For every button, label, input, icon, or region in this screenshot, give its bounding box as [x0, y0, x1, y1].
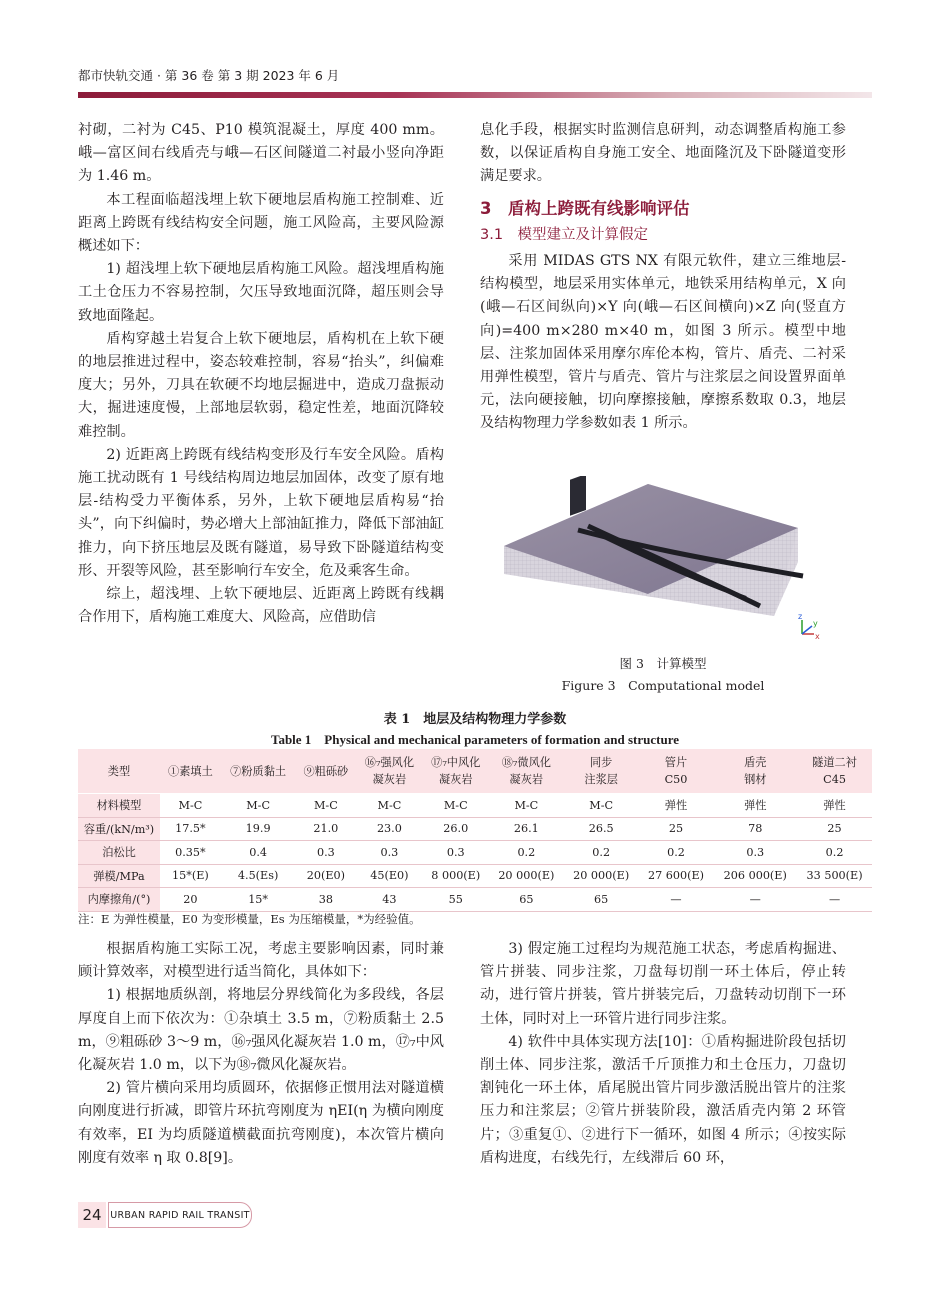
section-heading: 3 盾构上跨既有线影响评估 — [480, 198, 690, 218]
table-cell: 17.5* — [160, 817, 221, 841]
table-cell: 0.2 — [797, 841, 872, 865]
figure-caption-en: Figure 3 Computational model — [561, 678, 765, 693]
header-cell — [797, 749, 872, 794]
table-cell: 19.9 — [221, 817, 296, 841]
table-cell: 55 — [423, 888, 489, 912]
table-cell: 0.35* — [160, 841, 221, 865]
table-cell: M-C — [295, 794, 356, 818]
header-text: 凝灰岩 — [372, 773, 407, 786]
table-cell: 8 000(E) — [423, 864, 489, 888]
header-cell — [639, 749, 714, 794]
header-rule — [78, 92, 872, 98]
paragraph: 息化手段，根据实时监测信息研判，动态调整盾构施工参数，以保证盾构自身施工安全、地面隆沉及下卧隧道变形满足要求。 — [480, 122, 846, 185]
table-cell: 0.2 — [489, 841, 564, 865]
paragraph: 衬砌，二衬为 C45、P10 模筑混凝土，厚度 400 mm。峨—富区间右线盾壳与峨—石区间隧道二衬最小竖向净距为 1.46 m。 — [78, 122, 444, 185]
table-cell: — — [797, 888, 872, 912]
table-cell: 25 — [797, 817, 872, 841]
paragraph-part: 采用 MIDAS GTS NX 有限元软件，建立三维地层-结构模型，地层采用实体单元，地铁采用结构单元， — [480, 253, 846, 293]
table-cell: 21.0 — [295, 817, 356, 841]
row-label: 容重/(kN/m³) — [78, 817, 160, 841]
subsection-heading: 3.1 模型建立及计算假定 — [480, 226, 649, 243]
right-column-bottom — [480, 938, 846, 1170]
table-header-row — [78, 749, 872, 794]
header-text: 管片 — [664, 756, 688, 769]
header-text: ⑨粗砾砂 — [303, 764, 349, 778]
header-text: ⑦粉质黏土 — [230, 764, 287, 778]
header-cell — [564, 749, 639, 794]
paragraph: 盾构穿越土岩复合上软下硬地层，盾构机在上软下硬的地层推进过程中，姿态较难控制，容易“抬头”，纠偏难度大；另外，刀具在软硬不均地层掘进中，造成刀盘振动大，掘进速度慢，上部地层软弱，稳定性差，地面沉降较难控制。 — [78, 330, 444, 440]
axis-label: z — [798, 612, 803, 621]
table-cell: 15*(E) — [160, 864, 221, 888]
journal-header: 都市快轨交通 · 第 36 卷 第 3 期 2023 年 6 月 — [78, 68, 340, 83]
table-cell: 20 000(E) — [564, 864, 639, 888]
table-cell: 38 — [295, 888, 356, 912]
header-cell — [221, 749, 296, 794]
model-render — [498, 476, 828, 646]
table-cell: 78 — [713, 817, 797, 841]
header-text: 同步 — [589, 756, 613, 769]
table-cell: 0.4 — [221, 841, 296, 865]
table-title-en: Table 1 Physical and mechanical parameters of formation and structure — [270, 732, 680, 747]
table-cell: — — [639, 888, 714, 912]
table-cell: 0.3 — [423, 841, 489, 865]
table-cell: 0.3 — [713, 841, 797, 865]
table-cell: 0.3 — [356, 841, 422, 865]
left-column-bottom — [78, 938, 444, 1170]
paragraph: 4) 软件中具体实现方法[10]：①盾构掘进阶段包括切削土体、同步注浆，激活千斤顶推力和土仓压力，刀盘切割钝化一环土体，盾尾脱出管片同步激活脱出管片的注浆压力和注浆层；②管片拼装阶段，激活盾壳内第 2 环管片；③重复①、②进行下一循环，如图 4 所示；④按实际盾构进度，右线先行，左线滞后 60 环， — [480, 1033, 846, 1166]
table-cell: 33 500(E) — [797, 864, 872, 888]
table-cell: M-C — [221, 794, 296, 818]
table-cell: 26.5 — [564, 817, 639, 841]
page-number: 24 — [78, 1202, 106, 1228]
table-cell: 206 000(E) — [713, 864, 797, 888]
figure-computational-model — [498, 476, 828, 646]
table-cell: M-C — [564, 794, 639, 818]
header-text: 注浆层 — [584, 773, 618, 786]
header-text: C50 — [664, 773, 688, 786]
paragraph: 本工程面临超浅埋上软下硬地层盾构施工控制难、近距离上跨既有线结构安全问题，施工风险高，主要风险源概述如下： — [78, 191, 444, 255]
right-column-top — [480, 119, 846, 436]
header-cell — [423, 749, 489, 794]
table-cell: 0.2 — [564, 841, 639, 865]
parameter-table — [78, 749, 872, 912]
paragraph-part: X 向(峨—石区间纵向)×Y 向(峨—石区间横向)×Z 向(竖直方向)=400 m×280 m×40 m，如图 3 所示。模型中地层、注浆加固体采用摩尔库伦本构，管片、盾壳、二衬采用弹性模型，管片与盾壳、管片与注浆层之间设置界面单元，法向硬接触，切向摩擦接触，摩擦系数取 0.3，地层及结构物理力学参数如表 1 所示。 — [480, 276, 846, 432]
table-cell: 0.3 — [295, 841, 356, 865]
table-cell: 25 — [639, 817, 714, 841]
header-cell — [78, 749, 160, 794]
header-text: 凝灰岩 — [438, 773, 473, 786]
table-row — [78, 817, 872, 841]
table-cell: M-C — [160, 794, 221, 818]
paragraph: 2) 管片横向采用均质圆环，依据修正惯用法对隧道横向刚度进行折减，即管片环抗弯刚度为 ηEI(η 为横向刚度有效率，EI 为均质隧道横截面抗弯刚度)，本次管片横向刚度有效率 η 取 0.8[9]。 — [78, 1080, 444, 1166]
table-row — [78, 864, 872, 888]
header-cell — [489, 749, 564, 794]
paragraph: 3) 假定施工过程均为规范施工状态，考虑盾构掘进、管片拼装、同步注浆，刀盘每切削一环土体后，停止转动，进行管片拼装，管片拼装完后，刀盘转动切削下一环土体，同时对上一环管片进行同步注浆。 — [480, 941, 846, 1027]
table-cell: M-C — [423, 794, 489, 818]
left-column-top — [78, 119, 444, 629]
axis-label: y — [813, 619, 818, 628]
table-cell: 0.2 — [639, 841, 714, 865]
header-text: 类型 — [107, 764, 131, 778]
table-cell: M-C — [356, 794, 422, 818]
shaft-structure — [570, 476, 586, 516]
table-cell: 弹性 — [639, 794, 714, 818]
table-cell: 23.0 — [356, 817, 422, 841]
header-cell — [295, 749, 356, 794]
table-row — [78, 841, 872, 865]
table-cell: 26.1 — [489, 817, 564, 841]
table-row — [78, 794, 872, 818]
journal-name-en: URBAN RAPID RAIL TRANSIT — [108, 1202, 252, 1228]
paragraph: 2) 近距离上跨既有线结构变形及行车安全风险。盾构施工扰动既有 1 号线结构周边地层加固体，改变了原有地层-结构受力平衡体系，另外，上软下硬地层盾构易“抬头”，向下纠偏时，势必增大上部油缸推力，降低下部油缸推力，向下挤压地层及既有隧道，易导致下卧隧道结构变形、开裂等风险，甚至影响行车安全，危及乘客生命。 — [78, 446, 444, 579]
header-text: ⑰₇中风化 — [431, 756, 481, 769]
table-cell: 26.0 — [423, 817, 489, 841]
table-cell: 弹性 — [713, 794, 797, 818]
table-cell: M-C — [489, 794, 564, 818]
header-text: 盾壳 — [744, 756, 767, 769]
table-cell: 43 — [356, 888, 422, 912]
table-cell: 弹性 — [797, 794, 872, 818]
axis-triad — [798, 612, 820, 641]
paragraph: 1) 根据地质纵剖，将地层分界线简化为多段线，各层厚度自上而下依次为：①杂填土 3.5 m，⑦粉质黏土 2.5 m，⑨粗砾砂 3～9 m，⑯₇强风化凝灰岩 1.0 m，⑰₇中风化凝灰岩 1.0 m，以下为⑱₇微风化凝灰岩。 — [78, 987, 444, 1074]
row-label: 内摩擦角/(°) — [78, 888, 160, 912]
paragraph: 根据盾构施工实际工况，考虑主要影响因素，同时兼顾计算效率，对模型进行适当简化，具体如下： — [78, 941, 444, 981]
header-cell — [356, 749, 422, 794]
table-cell: 65 — [564, 888, 639, 912]
figure-caption-cn: 图 3 计算模型 — [619, 656, 707, 671]
header-text: 凝灰岩 — [509, 773, 544, 786]
table-cell: 20 — [160, 888, 221, 912]
header-text: 隧道二衬 — [812, 756, 857, 769]
paragraph: 综上，超浅埋、上软下硬地层、近距离上跨既有线耦合作用下，盾构施工难度大、风险高，应借助信 — [78, 586, 444, 626]
table-note: 注：E 为弹性模量，E0 为变形模量，Es 为压缩模量，*为经验值。 — [78, 912, 421, 926]
header-cell — [160, 749, 221, 794]
header-cell — [713, 749, 797, 794]
row-label: 泊松比 — [78, 841, 160, 865]
header-text: ⑱₇微风化 — [501, 756, 551, 769]
table-row — [78, 888, 872, 912]
table-cell: 20(E0) — [295, 864, 356, 888]
table-cell: 15* — [221, 888, 296, 912]
table-cell: 20 000(E) — [489, 864, 564, 888]
table-cell: 65 — [489, 888, 564, 912]
header-text: ⑯₇强风化 — [364, 756, 415, 769]
paragraph: 1) 超浅埋上软下硬地层盾构施工风险。超浅埋盾构施工土仓压力不容易控制，欠压导致地面沉降，超压则会导致地面隆起。 — [78, 261, 444, 324]
table-title-cn: 表 1 地层及结构物理力学参数 — [383, 712, 567, 727]
table-cell: 45(E0) — [356, 864, 422, 888]
header-text: C45 — [823, 773, 846, 786]
axis-label: x — [815, 632, 820, 641]
table-cell: 27 600(E) — [639, 864, 714, 888]
row-label: 材料模型 — [78, 794, 160, 818]
row-label: 弹模/MPa — [78, 864, 160, 888]
header-text: 钢材 — [744, 773, 767, 786]
paragraph — [480, 250, 846, 436]
table-cell: — — [713, 888, 797, 912]
table-cell: 4.5(Es) — [221, 864, 296, 888]
header-text: ①素填土 — [168, 764, 213, 778]
page-footer — [78, 1202, 254, 1228]
